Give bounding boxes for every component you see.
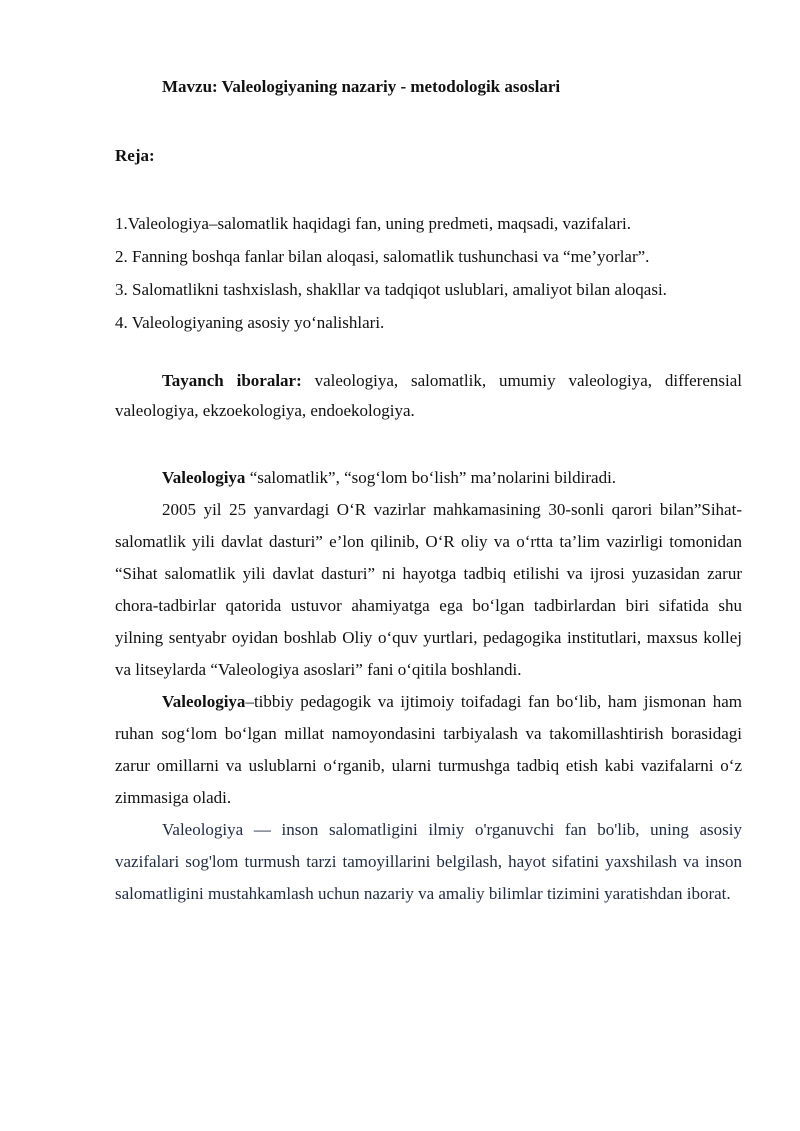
- plan-list: [115, 207, 742, 339]
- document-title: Mavzu: Valeologiyaning nazariy - metodologik asoslari: [162, 77, 561, 96]
- plan-item-4: 4. Valeologiyaning asosiy yo‘nalishlari.: [115, 313, 385, 332]
- paragraph-definition-text: “salomatlik”, “sog‘lom bo‘lish” ma’nolarini bildiradi.: [245, 468, 617, 487]
- paragraph-definition: [115, 462, 742, 494]
- keywords-text: valeologiya, salomatlik, umumiy valeologiya, differensial valeologiya, ekzoekologiya, endoekologiya.: [115, 371, 742, 420]
- keywords-label: Tayanch iboralar:: [162, 371, 302, 390]
- paragraph-science-text: –tibbiy pedagogik va ijtimoiy toifadagi fan bo‘lib, ham jismonan ham ruhan sog‘lom bo‘lgan millat namoyondasini tarbiyalash va takomillashtirish borasidagi zarur omillarni va uslublarni o‘rganib, ularni turmushga tadbiq etish kabi vazifalarni o‘z zimmasiga oladi.: [115, 692, 742, 807]
- plan-item-3: 3. Salomatlikni tashxislash, shakllar va tadqiqot uslublari, amaliyot bilan aloqasi.: [115, 280, 667, 299]
- paragraph-history: 2005 yil 25 yanvardagi O‘R vazirlar mahkamasining 30-sonli qarori bilan”Sihat-salomatlik yili davlat dasturi” e’lon qilinib, O‘R oliy va o‘rtta ta’lim vazirligi tomonidan “Sihat salomatlik yili davlat dasturi” ni hayotga tadbiq etilishi va ijrosi yuzasidan zarur chora-tadbirlar qatorida ustuvor ahamiyatga ega bo‘lgan tadbirlardan biri sifatida shu yilning sentyabr oyidan boshlab Oliy o‘quv yurtlari, pedagogika institutlari, maxsus kollej va litseylarda “Valeologiya asoslari” fani o‘qitila boshlandi.: [115, 500, 742, 679]
- body-text: [115, 462, 742, 910]
- plan-item-2: 2. Fanning boshqa fanlar bilan aloqasi, salomatlik tushunchasi va “me’yorlar”.: [115, 247, 650, 266]
- paragraph-science: [115, 686, 742, 814]
- keywords-paragraph: [115, 366, 742, 426]
- plan-item-1: 1.Valeologiya–salomatlik haqidagi fan, uning predmeti, maqsadi, vazifalari.: [115, 214, 631, 233]
- plan-heading: Reja:: [115, 146, 155, 165]
- paragraph-summary: Valeologiya — inson salomatligini ilmiy o'rganuvchi fan bo'lib, uning asosiy vazifalari sog'lom turmush tarzi tamoyillarini belgilash, hayot sifatini yaxshilash va inson salomatligini mustahkamlash uchun nazariy va amaliy bilimlar tizimini yaratishdan iborat.: [115, 820, 742, 903]
- paragraph-science-term: Valeologiya: [162, 692, 246, 711]
- paragraph-definition-term: Valeologiya: [162, 468, 246, 487]
